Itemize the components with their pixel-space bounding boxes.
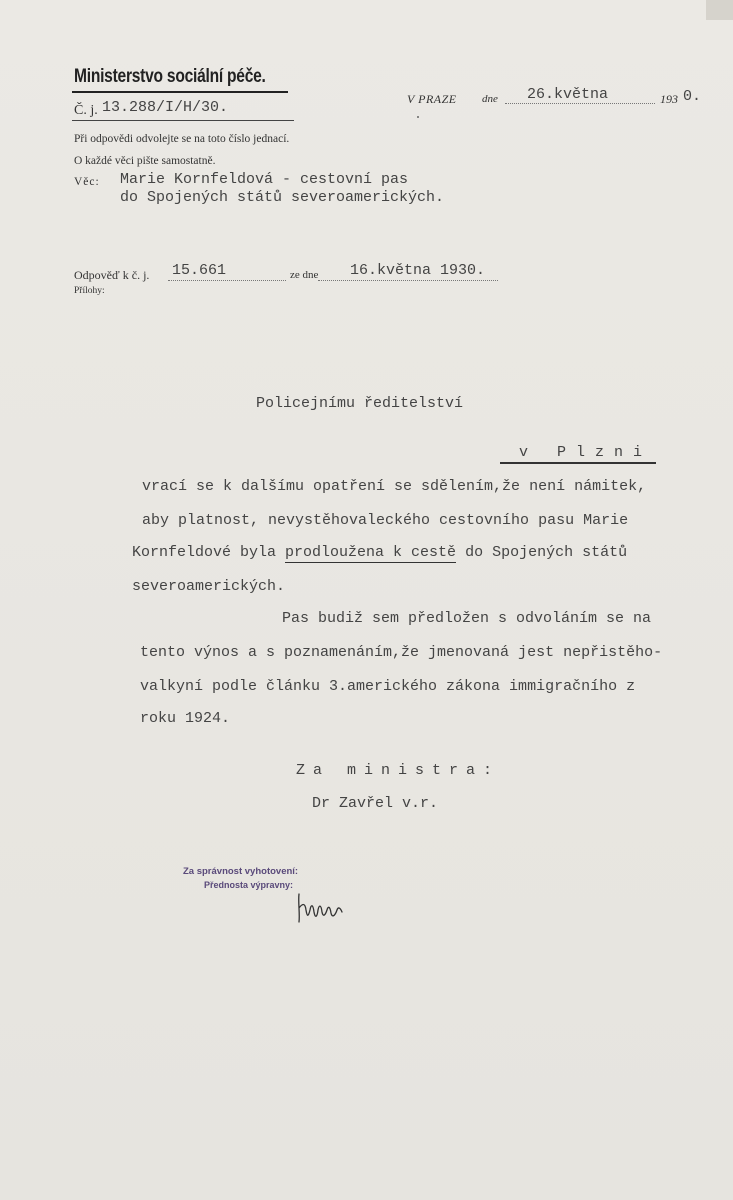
instruction-line-1: Při odpovědi odvolejte se na toto číslo jednací. xyxy=(74,133,290,145)
year-suffix: 0. xyxy=(683,88,702,105)
date-label: dne xyxy=(482,93,498,105)
body-line-8: roku 1924. xyxy=(140,710,231,727)
scan-corner xyxy=(706,0,733,20)
subject-line-2: do Spojených států severoamerických. xyxy=(120,189,445,206)
reply-date: 16.května 1930. xyxy=(350,262,486,279)
body-line-3 xyxy=(132,544,627,561)
attachments-label: Přílohy: xyxy=(74,286,105,296)
body-line-1: vrací se k dalšímu opatření se sdělením,že není námitek, xyxy=(142,478,647,495)
reply-label: Odpověď k č. j. xyxy=(74,268,150,282)
reference-label: Č. j. xyxy=(74,103,98,118)
place-label: V PRAZE xyxy=(407,92,457,106)
underlined-phrase: prodloužena k cestě xyxy=(285,544,457,561)
body-line-3-start: Kornfeldové byla xyxy=(132,544,286,561)
body-line-7: valkyní podle článku 3.amerického zákona immigračního z xyxy=(140,678,636,695)
ink-dot xyxy=(417,116,419,118)
body-line-2: aby platnost, nevystěhovaleckého cestovního pasu Marie xyxy=(142,512,629,529)
reply-number: 15.661 xyxy=(172,262,227,279)
ministry-heading: Ministerstvo sociální péče. xyxy=(74,66,266,87)
reference-number: 13.288/I/H/30. xyxy=(102,99,229,116)
instruction-line-2: O každé věci pište samostatně. xyxy=(74,155,216,167)
body-line-4: severoamerických. xyxy=(132,578,286,595)
body-line-3-end: do Spojených států xyxy=(456,544,628,561)
handwritten-signature xyxy=(296,888,346,928)
city-underline xyxy=(500,462,656,464)
heading-underline xyxy=(72,91,288,93)
reference-rule xyxy=(72,120,294,121)
addressee-office: Policejnímu ředitelství xyxy=(256,395,464,412)
subject-label: Věc: xyxy=(74,176,100,188)
body-line-5: Pas budiž sem předložen s odvoláním se na xyxy=(282,610,652,627)
body-line-6: tento výnos a s poznamenáním,že jmenovaná jest nepřistěho- xyxy=(140,644,663,661)
reply-date-label: ze dne xyxy=(290,269,319,281)
letter-date: 26.května xyxy=(527,86,609,103)
subject-line-1: Marie Kornfeldová - cestovní pas xyxy=(120,171,409,188)
stamp-line-2: Přednosta výpravny: xyxy=(204,880,294,890)
addressee-city: v Plzni xyxy=(519,444,653,461)
on-behalf-of-minister: Za ministra: xyxy=(296,762,501,779)
year-prefix: 193 xyxy=(660,92,678,106)
stamp-line-1: Za správnost vyhotovení: xyxy=(183,866,299,877)
signatory-name: Dr Zavřel v.r. xyxy=(312,795,439,812)
